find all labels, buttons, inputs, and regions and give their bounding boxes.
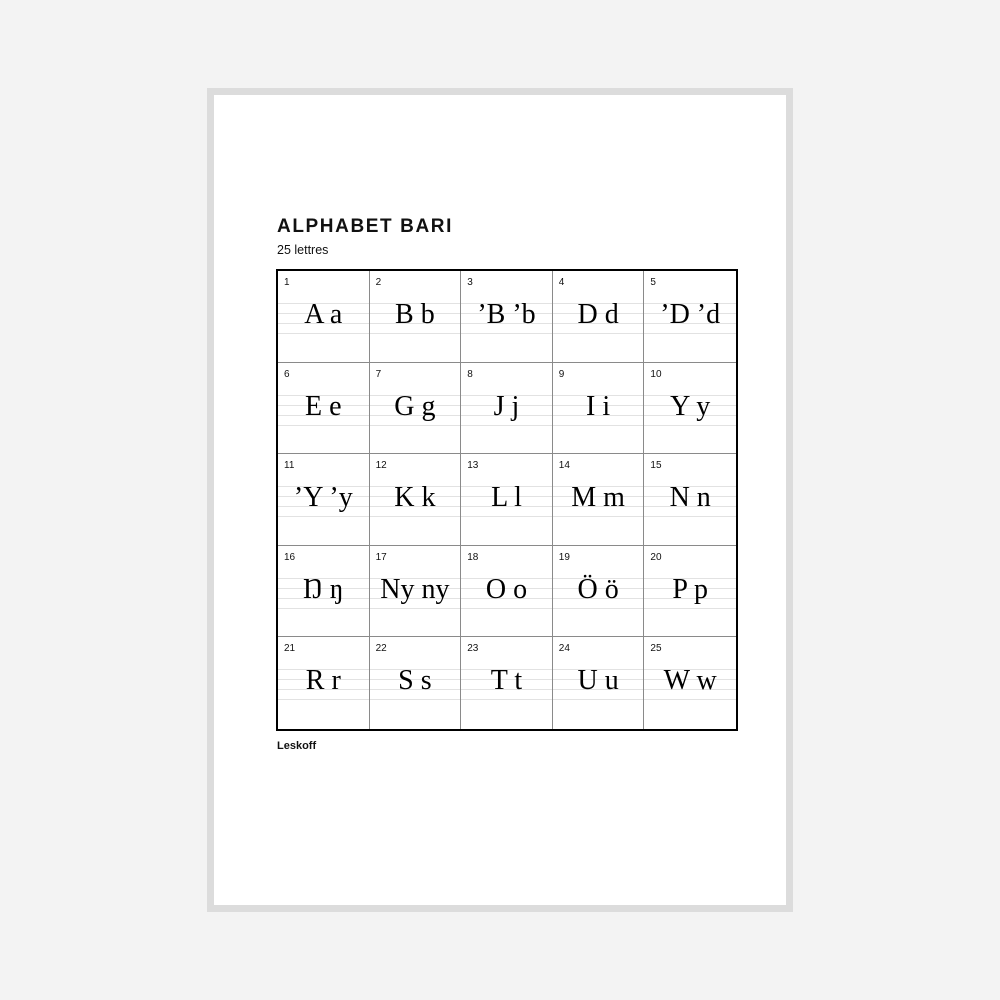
- guide-line: [553, 333, 644, 334]
- poster: [214, 95, 786, 905]
- letter-cell: [370, 363, 462, 455]
- poster-subtitle: 25 lettres: [277, 243, 329, 257]
- cell-number: 15: [650, 460, 662, 472]
- letter-cell: [553, 363, 645, 455]
- cell-letter: Y y: [670, 390, 711, 422]
- letter-cell: [644, 637, 736, 729]
- cell-letter: Ŋ ŋ: [303, 573, 344, 605]
- cell-number: 9: [558, 368, 565, 380]
- cell-letter: W w: [663, 665, 717, 697]
- guide-line: [644, 333, 736, 334]
- guide-line: [278, 699, 369, 700]
- poster-title: ALPHABET BARI: [277, 216, 453, 237]
- letter-cell: [461, 637, 553, 729]
- cell-number: 12: [375, 460, 387, 472]
- cell-number: 1: [284, 277, 290, 288]
- guide-line: [553, 516, 644, 517]
- guide-line: [461, 516, 552, 517]
- letter-cell: [278, 271, 370, 363]
- cell-number: 4: [558, 277, 565, 288]
- cell-letter: L l: [491, 482, 522, 514]
- alphabet-grid: [276, 269, 738, 731]
- cell-letter: S s: [398, 665, 432, 697]
- cell-number: 18: [467, 551, 479, 563]
- cell-number: 24: [558, 643, 570, 655]
- guide-line: [278, 608, 369, 609]
- brand-logo: Leskoff: [277, 740, 317, 752]
- poster-frame: [207, 88, 793, 912]
- letter-cell: [461, 271, 553, 363]
- cell-number: 5: [650, 277, 656, 288]
- cell-number: 17: [375, 551, 387, 563]
- cell-letter: Ö ö: [577, 573, 619, 605]
- letter-cell: [553, 454, 645, 546]
- cell-number: 21: [284, 643, 296, 655]
- cell-letter: M m: [571, 482, 625, 514]
- letter-cell: [461, 546, 553, 638]
- cell-letter: ’D ’d: [660, 299, 721, 330]
- cell-number: 23: [467, 643, 479, 655]
- cell-letter: G g: [394, 390, 436, 422]
- cell-number: 20: [650, 551, 662, 563]
- cell-number: 10: [650, 368, 662, 380]
- letter-cell: [644, 271, 736, 363]
- cell-number: 6: [284, 368, 290, 380]
- letter-cell: [644, 454, 736, 546]
- guide-line: [370, 516, 461, 517]
- guide-line: [278, 516, 369, 517]
- letter-cell: [553, 546, 645, 638]
- letter-cell: [370, 637, 462, 729]
- guide-line: [370, 425, 461, 426]
- guide-line: [461, 425, 552, 426]
- guide-line: [278, 333, 369, 334]
- letter-cell: [278, 637, 370, 729]
- guide-line: [461, 608, 552, 609]
- cell-letter: P p: [672, 573, 708, 605]
- cell-number: 3: [467, 277, 473, 288]
- guide-line: [644, 699, 736, 700]
- guide-line: [553, 425, 644, 426]
- cell-letter: E e: [305, 390, 342, 422]
- letter-cell: [553, 637, 645, 729]
- letter-cell: [461, 363, 553, 455]
- letter-cell: [370, 271, 462, 363]
- cell-number: 7: [375, 368, 382, 380]
- cell-number: 13: [467, 460, 479, 472]
- cell-letter: I i: [586, 390, 611, 422]
- cell-letter: J j: [493, 390, 520, 422]
- guide-line: [553, 699, 644, 700]
- letter-cell: [278, 546, 370, 638]
- cell-letter: D d: [577, 299, 619, 330]
- cell-letter: R r: [305, 665, 341, 697]
- guide-line: [644, 425, 736, 426]
- letter-cell: [278, 363, 370, 455]
- guide-line: [370, 608, 461, 609]
- cell-letter: U u: [577, 665, 619, 697]
- cell-letter: A a: [304, 299, 343, 330]
- cell-number: 2: [375, 277, 382, 288]
- cell-number: 25: [650, 643, 662, 655]
- guide-line: [278, 425, 369, 426]
- cell-number: 11: [284, 460, 295, 472]
- letter-cell: [553, 271, 645, 363]
- letter-cell: [370, 454, 462, 546]
- letter-cell: [644, 363, 736, 455]
- guide-line: [644, 516, 736, 517]
- cell-number: 16: [284, 551, 296, 563]
- letter-cell: [644, 546, 736, 638]
- guide-line: [461, 333, 552, 334]
- cell-number: 8: [467, 368, 473, 380]
- cell-number: 19: [558, 551, 570, 563]
- cell-letter: N n: [669, 482, 711, 514]
- letter-cell: [370, 546, 462, 638]
- cell-letter: O o: [485, 573, 528, 605]
- guide-line: [370, 333, 461, 334]
- cell-letter: T t: [490, 665, 523, 697]
- cell-letter: K k: [394, 482, 436, 514]
- cell-letter: Ny ny: [380, 573, 450, 605]
- cell-number: 14: [558, 460, 570, 472]
- guide-line: [644, 608, 736, 609]
- cell-number: 22: [375, 643, 387, 655]
- cell-letter: ’Y ’y: [293, 482, 353, 514]
- guide-line: [553, 608, 644, 609]
- letter-cell: [461, 454, 553, 546]
- cell-letter: B b: [395, 299, 435, 330]
- cell-letter: ’B ’b: [477, 299, 536, 330]
- guide-line: [370, 699, 461, 700]
- letter-cell: [278, 454, 370, 546]
- guide-line: [461, 699, 552, 700]
